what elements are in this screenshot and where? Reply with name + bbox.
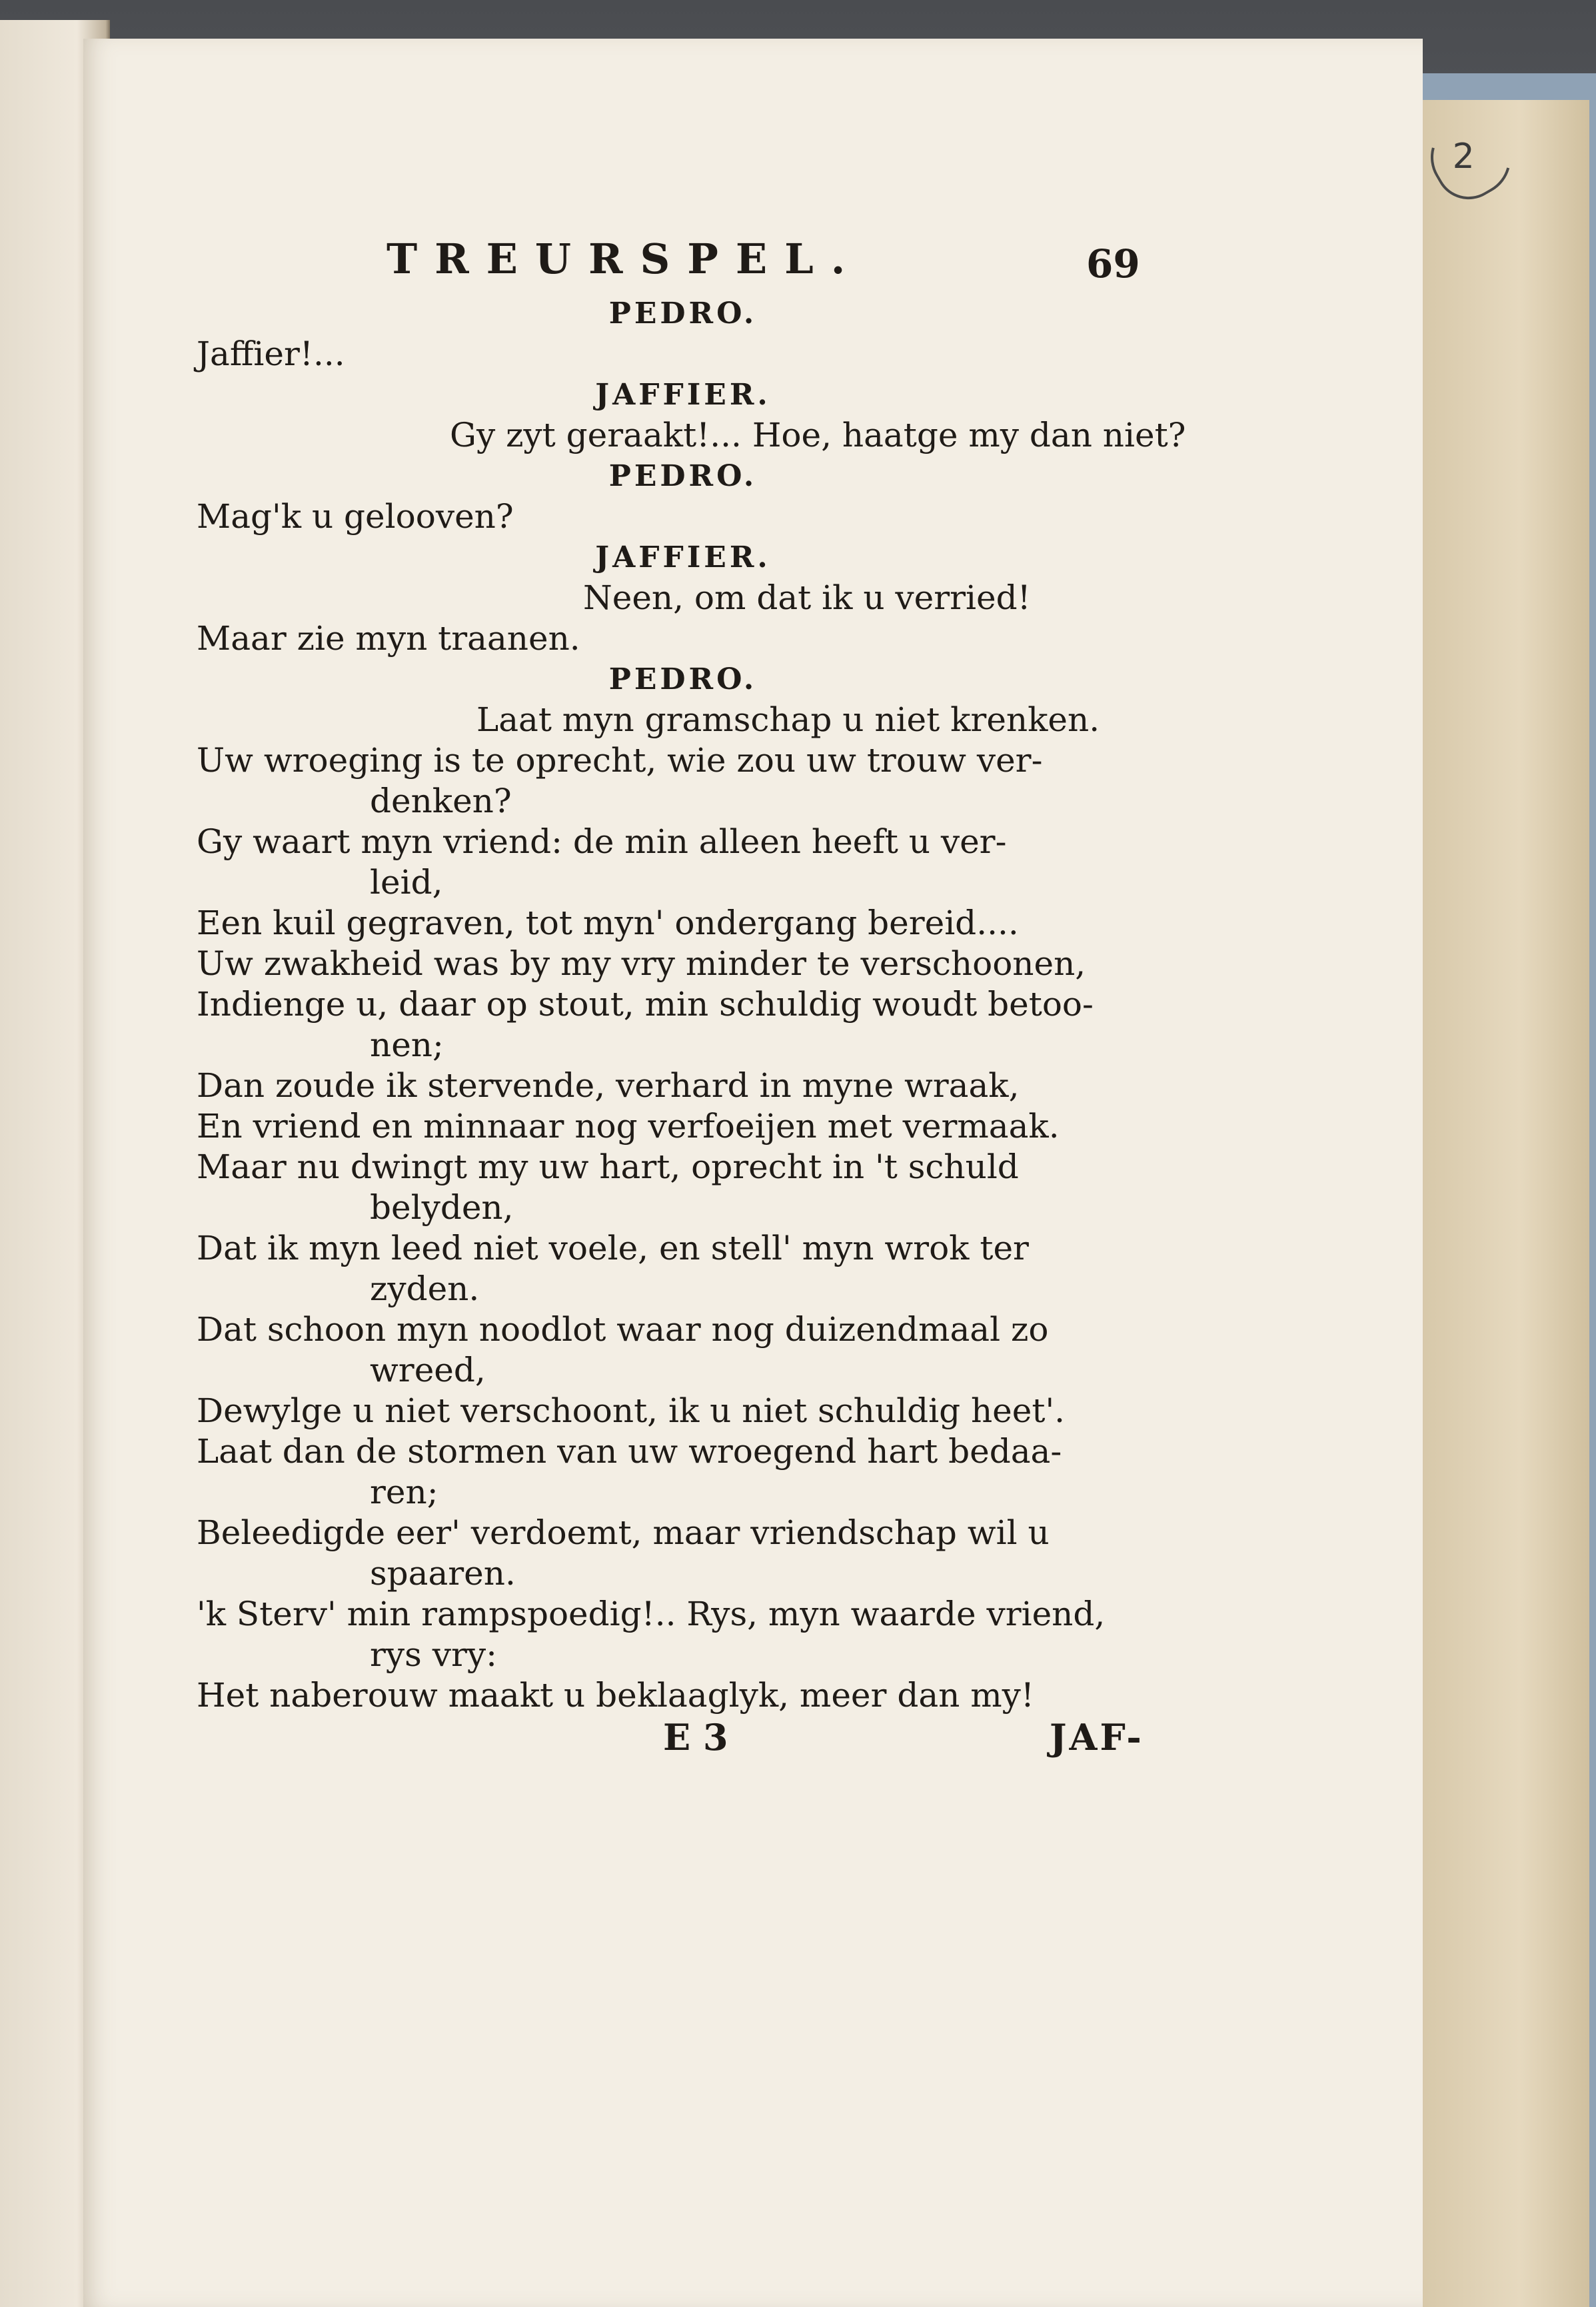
speaker-name: PEDRO. bbox=[608, 459, 758, 493]
handwritten-number: 2 bbox=[1452, 137, 1475, 177]
verse-line: Laat myn gramschap u niet krenken. bbox=[476, 700, 1100, 739]
verse-line: En vriend en minnaar nog verfoeijen met vermaak. bbox=[197, 1107, 1060, 1146]
verse-line: leid, bbox=[370, 863, 443, 902]
verse-line: Dat schoon myn noodlot waar nog duizendmaal zo bbox=[197, 1310, 1049, 1349]
verse-line: Uw wroeging is te oprecht, wie zou uw trouw ver- bbox=[197, 741, 1043, 780]
verse-line: Dan zoude ik stervende, verhard in myne wraak, bbox=[197, 1066, 1020, 1105]
verse-line: nen; bbox=[370, 1026, 444, 1064]
verse-line: belyden, bbox=[370, 1188, 514, 1227]
verse-line: Jaffier!... bbox=[197, 335, 345, 373]
speaker-name: PEDRO. bbox=[608, 297, 758, 331]
play-text bbox=[197, 293, 1186, 1716]
verse-line: Dewylge u niet verschoont, ik u niet schuldig heet'. bbox=[197, 1391, 1066, 1430]
verse-line: Maar zie myn traanen. bbox=[197, 619, 580, 658]
verse-line: ren; bbox=[370, 1473, 438, 1511]
verse-line: Laat dan de stormen van uw wroegend hart bedaa- bbox=[197, 1432, 1062, 1471]
verse-line: 'k Sterv' min rampspoedig!.. Rys, myn waarde vriend, bbox=[197, 1595, 1106, 1633]
verse-line: Gy waart myn vriend: de min alleen heeft u ver- bbox=[197, 822, 1007, 861]
verse-line: Maar nu dwingt my uw hart, oprecht in 't schuld bbox=[197, 1148, 1019, 1186]
speaker-name: PEDRO. bbox=[608, 662, 758, 696]
verse-line: Uw zwakheid was by my vry minder te verschoonen, bbox=[197, 944, 1086, 983]
page-number: 69 bbox=[1086, 241, 1140, 287]
verse-line: wreed, bbox=[370, 1351, 486, 1389]
verse-line: denken? bbox=[370, 782, 512, 820]
verse-line: rys vry: bbox=[370, 1635, 497, 1674]
speaker-name: JAFFIER. bbox=[595, 540, 771, 574]
verse-line: Een kuil gegraven, tot myn' ondergang bereid.... bbox=[197, 904, 1019, 942]
speaker-name: JAFFIER. bbox=[595, 378, 771, 412]
verse-line: spaaren. bbox=[370, 1554, 516, 1593]
verse-line: Het naberouw maakt u beklaaglyk, meer dan my! bbox=[197, 1676, 1034, 1715]
verse-line: Beleedigde eer' verdoemt, maar vriendschap wil u bbox=[197, 1513, 1050, 1552]
catchword: JAF- bbox=[1050, 1716, 1144, 1759]
signature-mark: E 3 bbox=[663, 1716, 728, 1759]
verse-line: zyden. bbox=[370, 1269, 480, 1308]
verse-line: Gy zyt geraakt!... Hoe, haatge my dan niet? bbox=[450, 416, 1186, 454]
verse-line: Neen, om dat ik u verried! bbox=[583, 578, 1031, 617]
underlying-page-edge bbox=[1413, 100, 1589, 2307]
running-title: TREURSPEL. bbox=[387, 235, 863, 283]
verse-line: Mag'k u gelooven? bbox=[197, 497, 514, 536]
verse-line: Indienge u, daar op stout, min schuldig woudt betoo- bbox=[197, 985, 1094, 1024]
verse-line: Dat ik myn leed niet voele, en stell' myn wrok ter bbox=[197, 1229, 1029, 1267]
